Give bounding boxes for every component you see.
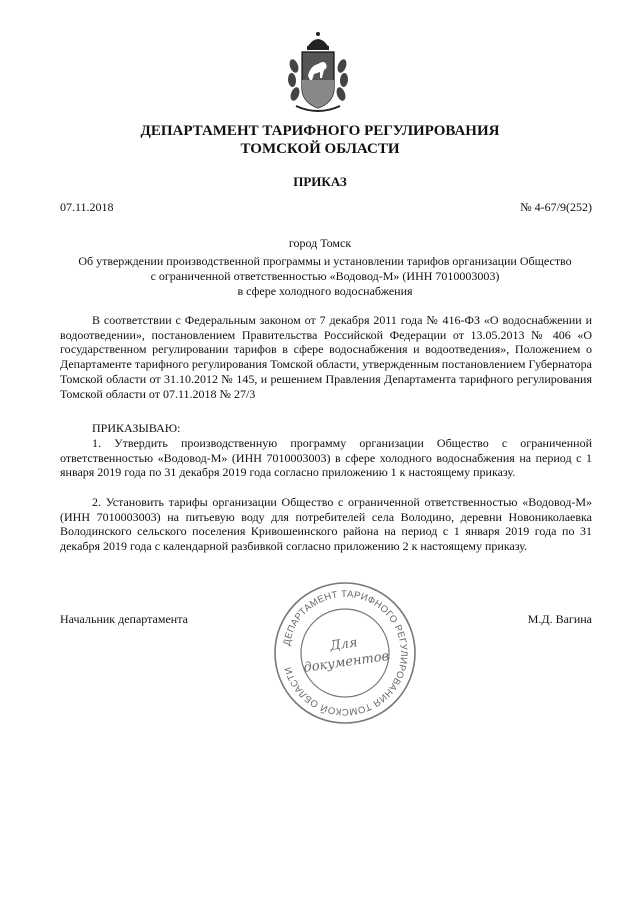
preamble-text: В соответствии с Федеральным законом от 7 декабря 2011 года № 416-ФЗ «О водоснабжении и водоотведении», постановлением Правительства Российской Федерации от 13.05.2013 № 406 «О государственном регулировании тарифов в сфере водоснабжения и водоотведения», Положением о Департаменте тарифного регулирования Томской области, утвержденным постановлением Губернатора Томской области от 31.10.2012 № 145, и решением Правления Департамента тарифного регулирования Томской области от 07.11.2018 № 27/3 <box>60 313 592 401</box>
official-seal-icon <box>270 578 420 728</box>
signatory-name: М.Д. Вагина <box>527 612 592 626</box>
department-title-line1: ДЕПАРТАМЕНТ ТАРИФНОГО РЕГУЛИРОВАНИЯ <box>140 123 500 139</box>
svg-text:документов: документов <box>302 648 391 676</box>
order-item-text: 1. Утвердить производственную программу организации Общество с ограниченной ответственностью «Водовод-М» (ИНН 7010003003) в сфере холодного водоснабжения на период с 1 января 2019 года по 31 декабря 2019 года согласно приложению 1 к настоящему приказу. <box>60 436 592 480</box>
department-title-line2: ТОМСКОЙ ОБЛАСТИ <box>240 141 400 157</box>
document-type-title: ПРИКАЗ <box>293 174 347 189</box>
document-city: город Томск <box>288 236 352 250</box>
order-item-2 <box>60 495 592 554</box>
svg-text:ДЕПАРТАМЕНТ ТАРИФНОГО РЕГУЛИРО: ДЕПАРТАМЕНТ ТАРИФНОГО РЕГУЛИРОВАНИЯ ТОМСКОЙ ОБЛАСТИ <box>281 588 410 718</box>
document-subject <box>60 254 590 299</box>
tomsk-coat-of-arms-icon <box>286 30 350 114</box>
order-keyword: ПРИКАЗЫВАЮ: <box>92 421 181 435</box>
document-date: 07.11.2018 <box>60 200 114 214</box>
order-item-1 <box>60 436 592 480</box>
preamble-paragraph <box>60 313 592 401</box>
subject-line: с ограниченной ответственностью «Водовод-М» (ИНН 7010003003) <box>150 269 500 283</box>
order-item-text: 2. Установить тарифы организации Общество с ограниченной ответственностью «Водовод-М» (ИНН 7010003003) на питьевую воду для потребителей села Володино, деревни Новониколаевка Володинского сельского поселения Кривошеинского района на период с 1 января 2019 года по 31 декабря 2019 года с календарной разбивкой согласно приложению 2 к настоящему приказу. <box>60 495 592 554</box>
subject-line: в сфере холодного водоснабжения <box>237 284 413 298</box>
document-number: № 4-67/9(252) <box>520 200 592 214</box>
subject-line: Об утверждении производственной программы и установлении тарифов организации Общество <box>78 254 572 268</box>
signatory-position: Начальник департамента <box>60 612 188 626</box>
svg-text:Для: Для <box>329 635 359 654</box>
